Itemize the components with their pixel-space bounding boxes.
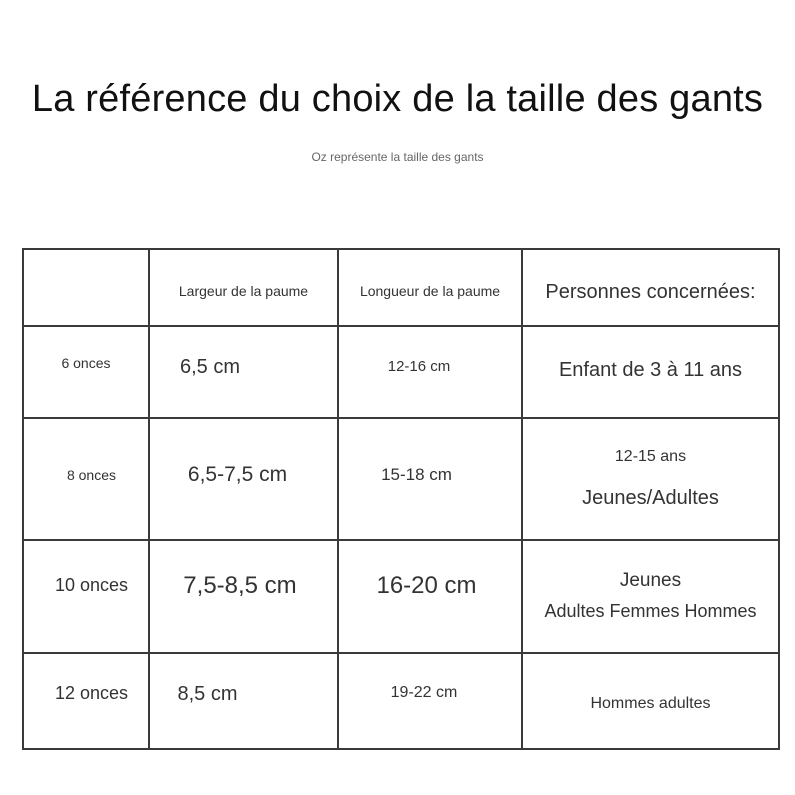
row-1-size: 6 onces [61,354,111,371]
header-cell-palm-length: Longueur de la paume [359,283,501,300]
row-2-size: 8 onces [66,466,117,483]
header-cell-people: Personnes concernées: [545,280,756,303]
row-4-people-line-1: Hommes adultes [590,694,711,712]
row-4-palm-width: 8,5 cm [177,683,238,705]
row-4-size: 12 onces [54,683,129,704]
page-subtitle: Oz représente la taille des gants [311,150,484,164]
row-2-people-line-2: Jeunes/Adultes [582,487,719,510]
page-title: La référence du choix de la taille des gants [31,78,764,120]
row-3-people-line-1: Jeunes [619,570,682,592]
table-border-right [778,248,780,750]
row-4-palm-length: 19-22 cm [390,683,458,701]
row-2-palm-length: 15-18 cm [381,464,452,484]
row-2-people-line-1: 12-15 ans [614,447,687,465]
row-4-people [523,654,778,748]
row-3-people-line-2: Adultes Femmes Hommes [544,601,757,622]
row-1-people [523,327,778,413]
size-table [22,248,780,750]
row-3-people [523,541,778,652]
row-3-size: 10 onces [54,575,129,596]
header-cell-palm-width: Largeur de la paume [178,283,309,300]
row-1-people-line-1: Enfant de 3 à 11 ans [558,359,743,381]
row-1-palm-length: 12-16 cm [387,357,451,375]
row-1-palm-width: 6,5 cm [179,355,241,378]
table-border-bottom [22,748,780,750]
row-2-people [523,419,778,539]
row-3-palm-length: 16-20 cm [376,572,477,600]
row-2-palm-width: 6,5-7,5 cm [187,463,288,487]
header-cell-empty [24,250,148,325]
row-3-palm-width: 7,5-8,5 cm [183,572,297,600]
